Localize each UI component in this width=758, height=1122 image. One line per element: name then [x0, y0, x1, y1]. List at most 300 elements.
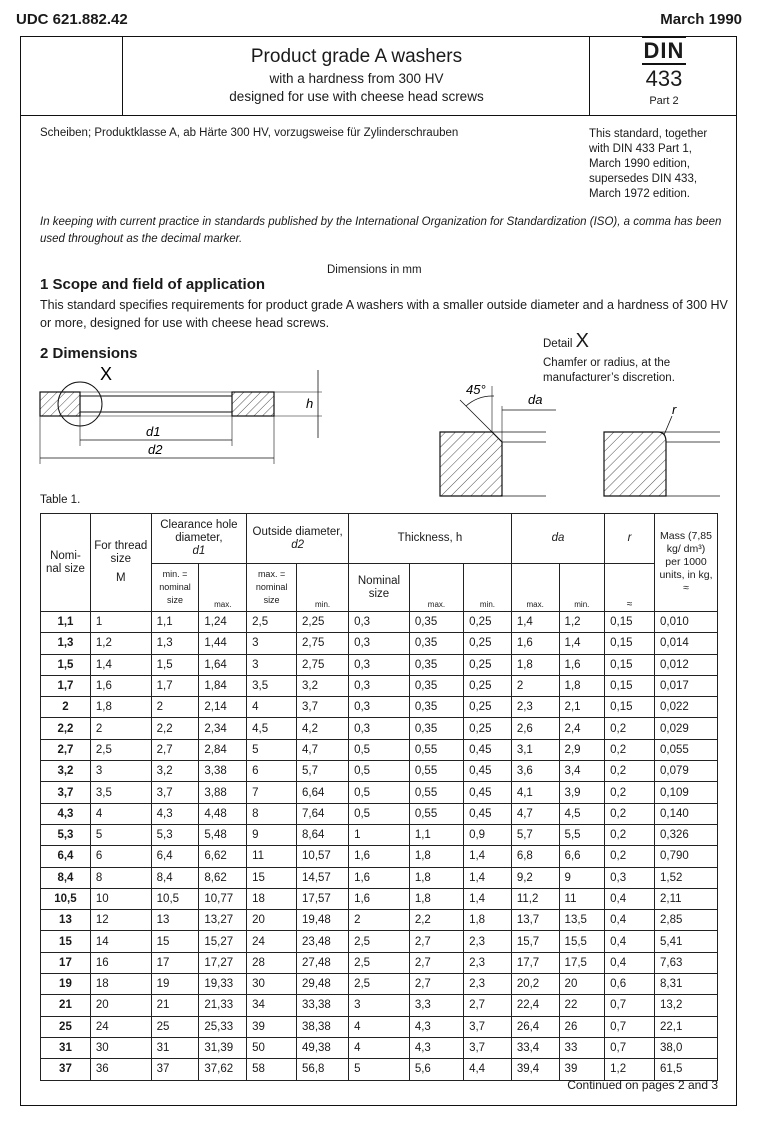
table-row	[41, 952, 718, 973]
table-cell: 0,5	[349, 739, 410, 760]
table-cell: 1,8	[90, 697, 151, 718]
table-cell: 13,5	[559, 910, 605, 931]
table-cell: 2,5	[349, 974, 410, 995]
angle-label: 45°	[466, 382, 486, 397]
header-clearance-max: max.	[199, 564, 247, 612]
table-cell: 22,1	[655, 1016, 718, 1037]
table-cell: 4,7	[511, 803, 559, 824]
table-cell: 1,64	[199, 654, 247, 675]
header-da-min: min.	[559, 564, 605, 612]
table-cell: 15,7	[511, 931, 559, 952]
table-cell: 5,7	[297, 761, 349, 782]
table-cell: 0,2	[605, 803, 655, 824]
table-cell: 1,1	[409, 824, 463, 845]
table-cell: 0,140	[655, 803, 718, 824]
table-cell: 22,4	[511, 995, 559, 1016]
chamfer-note: Chamfer or radius, at the manufacturer’s discretion.	[543, 357, 675, 384]
table-cell: 17	[151, 952, 199, 973]
table-row	[41, 761, 718, 782]
supersedes-line: with DIN 433 Part 1,	[589, 143, 692, 155]
table-cell: 8,31	[655, 974, 718, 995]
table-cell: 2,3	[464, 931, 512, 952]
table-cell: 0,35	[409, 654, 463, 675]
table-cell: 2,34	[199, 718, 247, 739]
table-cell: 2,2	[41, 718, 91, 739]
radius-section	[604, 432, 666, 496]
table-cell: 3,7	[464, 1016, 512, 1037]
table-cell: 17,5	[559, 952, 605, 973]
d2-label: d2	[148, 442, 163, 457]
table-cell: 22	[559, 995, 605, 1016]
table-cell: 0,4	[605, 888, 655, 909]
table-cell: 4,3	[151, 803, 199, 824]
table-row	[41, 974, 718, 995]
table-cell: 1,5	[151, 654, 199, 675]
table-cell: 5	[90, 824, 151, 845]
table-cell: 16	[90, 952, 151, 973]
table-cell: 0,2	[605, 718, 655, 739]
table-cell: 1,6	[349, 867, 410, 888]
document-subtitle-2: designed for use with cheese head screws	[229, 89, 484, 104]
table-cell: 3	[349, 995, 410, 1016]
table-cell: 0,15	[605, 675, 655, 696]
table-cell: 3,9	[559, 782, 605, 803]
table-cell: 24	[90, 1016, 151, 1037]
table-cell: 38,0	[655, 1037, 718, 1058]
table-cell: 2,3	[464, 974, 512, 995]
table-cell: 5,41	[655, 931, 718, 952]
table-cell: 4,3	[409, 1037, 463, 1058]
table-cell: 29,48	[297, 974, 349, 995]
table-cell: 18	[247, 888, 297, 909]
table-cell: 3,4	[559, 761, 605, 782]
table-cell: 37,62	[199, 1059, 247, 1080]
table-cell: 2,11	[655, 888, 718, 909]
table-cell: 0,4	[605, 931, 655, 952]
header-clearance-min: min. = nominal size	[151, 564, 199, 612]
section-1-heading: 1 Scope and field of application	[40, 276, 266, 293]
din-part: Part 2	[649, 95, 679, 107]
dimensions-unit: Dimensions in mm	[327, 264, 422, 276]
table-cell: 2,2	[409, 910, 463, 931]
table-cell: 0,5	[349, 761, 410, 782]
table-cell: 0,010	[655, 612, 718, 633]
table-cell: 61,5	[655, 1059, 718, 1080]
header-thickness: Thickness, h	[349, 514, 512, 564]
table-cell: 58	[247, 1059, 297, 1080]
table-cell: 13	[41, 910, 91, 931]
table-cell: 19	[151, 974, 199, 995]
table-cell: 0,45	[464, 761, 512, 782]
table-cell: 25	[151, 1016, 199, 1037]
table-cell: 2	[511, 675, 559, 696]
detail-label	[543, 330, 589, 353]
table-cell: 0,45	[464, 782, 512, 803]
header-mass: Mass (7,85 kg/ dm³) per 1000 units, in kg, ≈	[655, 514, 718, 612]
table-cell: 26,4	[511, 1016, 559, 1037]
table-row	[41, 633, 718, 654]
table-cell: 4,2	[297, 718, 349, 739]
table-cell: 1,1	[151, 612, 199, 633]
table-cell: 24	[247, 931, 297, 952]
angle-arc	[466, 396, 494, 406]
table-cell: 5,5	[559, 824, 605, 845]
table-cell: 2,75	[297, 654, 349, 675]
detail-x-drawing	[436, 372, 728, 500]
table-cell: 10,57	[297, 846, 349, 867]
table-cell: 0,3	[349, 633, 410, 654]
table-cell: 0,4	[605, 952, 655, 973]
table-row	[41, 739, 718, 760]
supersedes-line: This standard, together	[589, 128, 708, 140]
table-cell: 9	[559, 867, 605, 888]
table-cell: 2,5	[90, 739, 151, 760]
table-cell: 20	[90, 995, 151, 1016]
table-cell: 1,3	[41, 633, 91, 654]
section-2-heading: 2 Dimensions	[40, 345, 138, 362]
table-cell: 6	[90, 846, 151, 867]
table-cell: 28	[247, 952, 297, 973]
table-cell: 56,8	[297, 1059, 349, 1080]
table-cell: 31,39	[199, 1037, 247, 1058]
table-cell: 49,38	[297, 1037, 349, 1058]
table-cell: 0,45	[464, 803, 512, 824]
table-row	[41, 782, 718, 803]
title-box-divider-left	[122, 36, 123, 116]
table-cell: 1,4	[90, 654, 151, 675]
table-cell: 0,3	[349, 697, 410, 718]
table-cell: 4,3	[409, 1016, 463, 1037]
table-cell: 1,8	[464, 910, 512, 931]
table-cell: 4,48	[199, 803, 247, 824]
table-cell: 5,3	[41, 824, 91, 845]
table-cell: 1,8	[409, 888, 463, 909]
table-cell: 8,64	[297, 824, 349, 845]
h-label: h	[306, 396, 314, 411]
table-cell: 0,35	[409, 633, 463, 654]
table-cell: 1,8	[409, 846, 463, 867]
table-cell: 2	[90, 718, 151, 739]
detail-text: Detail	[543, 338, 573, 350]
table-cell: 3,88	[199, 782, 247, 803]
table-row	[41, 675, 718, 696]
supersedes-line: supersedes DIN 433,	[589, 173, 698, 185]
supersedes-note	[589, 127, 729, 202]
table-cell: 0,2	[605, 846, 655, 867]
table-cell: 0,7	[605, 1037, 655, 1058]
header-da: da	[511, 514, 604, 564]
table-cell: 0,35	[409, 675, 463, 696]
table-cell: 0,029	[655, 718, 718, 739]
document-subtitle-1: with a hardness from 300 HV	[269, 71, 444, 86]
table-cell: 0,25	[464, 654, 512, 675]
table-cell: 0,25	[464, 612, 512, 633]
table-cell: 0,35	[409, 718, 463, 739]
table-cell: 0,15	[605, 697, 655, 718]
table-cell: 15,27	[199, 931, 247, 952]
table-cell: 21	[41, 995, 91, 1016]
table-cell: 2,7	[409, 952, 463, 973]
table-cell: 4,5	[559, 803, 605, 824]
table-row	[41, 718, 718, 739]
table-row	[41, 697, 718, 718]
washer-dimensions-table	[40, 513, 718, 1081]
table-cell: 5,3	[151, 824, 199, 845]
table-cell: 1,24	[199, 612, 247, 633]
angle-leader	[460, 400, 492, 432]
header-thickness-min: min.	[464, 564, 512, 612]
table-cell: 26	[559, 1016, 605, 1037]
table-cell: 0,3	[349, 675, 410, 696]
din-number: 433	[645, 66, 683, 91]
table-cell: 15	[151, 931, 199, 952]
table-cell: 21	[151, 995, 199, 1016]
table-cell: 2,7	[41, 739, 91, 760]
table-cell: 0,012	[655, 654, 718, 675]
table-cell: 50	[247, 1037, 297, 1058]
table-cell: 1,6	[349, 888, 410, 909]
table-cell: 0,55	[409, 803, 463, 824]
table-cell: 6,4	[151, 846, 199, 867]
table-cell: 25,33	[199, 1016, 247, 1037]
table-cell: 19,48	[297, 910, 349, 931]
table-cell: 20	[559, 974, 605, 995]
table-cell: 34	[247, 995, 297, 1016]
table-cell: 1,4	[464, 888, 512, 909]
table-row	[41, 803, 718, 824]
table-cell: 0,4	[605, 910, 655, 931]
table-cell: 1,6	[90, 675, 151, 696]
table-cell: 2,3	[464, 952, 512, 973]
table-cell: 19,33	[199, 974, 247, 995]
table-cell: 15	[41, 931, 91, 952]
table-cell: 17,27	[199, 952, 247, 973]
table-cell: 17,7	[511, 952, 559, 973]
table-cell: 11,2	[511, 888, 559, 909]
d1-label: d1	[146, 424, 161, 439]
table-cell: 2	[41, 697, 91, 718]
header-outside-label: Outside diameter,	[252, 525, 343, 538]
table-row	[41, 1059, 718, 1080]
table-cell: 15	[247, 867, 297, 888]
header-outside	[247, 514, 349, 564]
table-row	[41, 867, 718, 888]
issue-date: March 1990	[660, 11, 742, 28]
table-cell: 30	[90, 1037, 151, 1058]
table-cell: 19	[41, 974, 91, 995]
table-cell: 1,8	[511, 654, 559, 675]
table-cell: 0,3	[349, 612, 410, 633]
header-outside-min: min.	[297, 564, 349, 612]
table-cell: 3,2	[151, 761, 199, 782]
document-title: Product grade A washers	[250, 46, 463, 67]
table-cell: 1	[90, 612, 151, 633]
table-cell: 6	[247, 761, 297, 782]
header-thread-size	[90, 514, 151, 612]
detail-x-label: X	[100, 364, 113, 384]
header-r-approx: ≈	[605, 564, 655, 612]
table-cell: 1,2	[559, 612, 605, 633]
table-cell: 7,63	[655, 952, 718, 973]
table-row	[41, 931, 718, 952]
table-cell: 0,55	[409, 739, 463, 760]
table-cell: 1,52	[655, 867, 718, 888]
table-cell: 3	[247, 633, 297, 654]
table-cell: 25	[41, 1016, 91, 1037]
table-cell: 0,014	[655, 633, 718, 654]
table-cell: 1,7	[151, 675, 199, 696]
iso-note: In keeping with current practice in standards published by the International Organization for Standardization (ISO), a comma has been used throughout as the decimal marker.	[40, 216, 722, 245]
table-row	[41, 1016, 718, 1037]
table-cell: 1,5	[41, 654, 91, 675]
table-cell: 4	[349, 1016, 410, 1037]
table-cell: 1,4	[511, 612, 559, 633]
table-cell: 2,2	[151, 718, 199, 739]
chamfer-section	[440, 432, 502, 496]
table-cell: 8	[90, 867, 151, 888]
table-cell: 2,9	[559, 739, 605, 760]
table-cell: 0,079	[655, 761, 718, 782]
table-cell: 2,4	[559, 718, 605, 739]
table-cell: 2	[349, 910, 410, 931]
table-cell: 33,4	[511, 1037, 559, 1058]
table-cell: 2,6	[511, 718, 559, 739]
table-cell: 4,5	[247, 718, 297, 739]
table-cell: 39	[247, 1016, 297, 1037]
table-cell: 31	[151, 1037, 199, 1058]
table-cell: 3,2	[41, 761, 91, 782]
table-cell: 14	[90, 931, 151, 952]
table-cell: 6,6	[559, 846, 605, 867]
table-cell: 0,9	[464, 824, 512, 845]
table-cell: 0,2	[605, 739, 655, 760]
table-cell: 0,326	[655, 824, 718, 845]
table-cell: 7	[247, 782, 297, 803]
table-cell: 20,2	[511, 974, 559, 995]
table-cell: 0,15	[605, 633, 655, 654]
table-cell: 0,3	[605, 867, 655, 888]
table-cell: 39	[559, 1059, 605, 1080]
table-cell: 1,6	[349, 846, 410, 867]
table-cell: 0,109	[655, 782, 718, 803]
table-cell: 0,2	[605, 824, 655, 845]
table-cell: 3	[90, 761, 151, 782]
header-clearance	[151, 514, 246, 564]
table-cell: 13,27	[199, 910, 247, 931]
supersedes-line: March 1972 edition.	[589, 188, 691, 200]
table-cell: 5	[349, 1059, 410, 1080]
table-cell: 23,48	[297, 931, 349, 952]
table-cell: 0,3	[349, 654, 410, 675]
table-cell: 1,4	[464, 867, 512, 888]
table-cell: 9	[247, 824, 297, 845]
table-cell: 1,4	[559, 633, 605, 654]
table-cell: 3,3	[409, 995, 463, 1016]
table-cell: 21,33	[199, 995, 247, 1016]
header-thread-m: M	[115, 572, 126, 584]
table-cell: 0,35	[409, 612, 463, 633]
table-cell: 20	[247, 910, 297, 931]
table-row	[41, 654, 718, 675]
table-cell: 8,4	[41, 867, 91, 888]
supersedes-line: March 1990 edition,	[589, 158, 691, 170]
table-cell: 9,2	[511, 867, 559, 888]
table-cell: 4,3	[41, 803, 91, 824]
table-cell: 12	[90, 910, 151, 931]
table-cell: 38,38	[297, 1016, 349, 1037]
table-cell: 3,5	[247, 675, 297, 696]
header-clearance-symbol: d1	[192, 545, 206, 557]
table-cell: 0,25	[464, 633, 512, 654]
table-cell: 2,7	[151, 739, 199, 760]
table-cell: 10,77	[199, 888, 247, 909]
table-cell: 3,7	[151, 782, 199, 803]
table-cell: 0,45	[464, 739, 512, 760]
table-cell: 1,7	[41, 675, 91, 696]
table-cell: 6,62	[199, 846, 247, 867]
table-cell: 11	[559, 888, 605, 909]
table-cell: 15,5	[559, 931, 605, 952]
table-cell: 0,25	[464, 697, 512, 718]
table-cell: 8	[247, 803, 297, 824]
table-row	[41, 888, 718, 909]
header-nominal-size: Nomi- nal size	[41, 514, 91, 612]
header-r: r	[605, 514, 655, 564]
table-cell: 0,25	[464, 675, 512, 696]
table-cell: 1,6	[511, 633, 559, 654]
table-cell: 2,85	[655, 910, 718, 931]
table-cell: 2,25	[297, 612, 349, 633]
table-cell: 2,7	[409, 974, 463, 995]
table-cell: 10,5	[41, 888, 91, 909]
table-cell: 2,1	[559, 697, 605, 718]
table-cell: 3	[247, 654, 297, 675]
table-cell: 3,6	[511, 761, 559, 782]
table-cell: 33,38	[297, 995, 349, 1016]
din-label: DIN	[643, 38, 685, 63]
table-cell: 10,5	[151, 888, 199, 909]
table-cell: 3,5	[90, 782, 151, 803]
table-cell: 0,5	[349, 782, 410, 803]
table-cell: 5	[247, 739, 297, 760]
table-cell: 13,7	[511, 910, 559, 931]
table-cell: 17,57	[297, 888, 349, 909]
header-outside-max: max. = nominal size	[247, 564, 297, 612]
table-cell: 39,4	[511, 1059, 559, 1080]
table-cell: 36	[90, 1059, 151, 1080]
table-cell: 6,64	[297, 782, 349, 803]
header-da-max: max.	[511, 564, 559, 612]
table-cell: 4,7	[297, 739, 349, 760]
header-thickness-max: max.	[409, 564, 463, 612]
table-cell: 3,1	[511, 739, 559, 760]
table-cell: 0,6	[605, 974, 655, 995]
table-cell: 2,7	[464, 995, 512, 1016]
table-cell: 0,055	[655, 739, 718, 760]
table-cell: 5,48	[199, 824, 247, 845]
table-cell: 4	[349, 1037, 410, 1058]
table-cell: 5,6	[409, 1059, 463, 1080]
table-row	[41, 612, 718, 633]
table-cell: 3,7	[41, 782, 91, 803]
udc-number: UDC 621.882.42	[16, 11, 128, 28]
table-cell: 0,017	[655, 675, 718, 696]
da-label: da	[528, 392, 543, 407]
table-cell: 37	[151, 1059, 199, 1080]
table-cell: 8,4	[151, 867, 199, 888]
table-cell: 0,55	[409, 761, 463, 782]
table-cell: 1,4	[464, 846, 512, 867]
